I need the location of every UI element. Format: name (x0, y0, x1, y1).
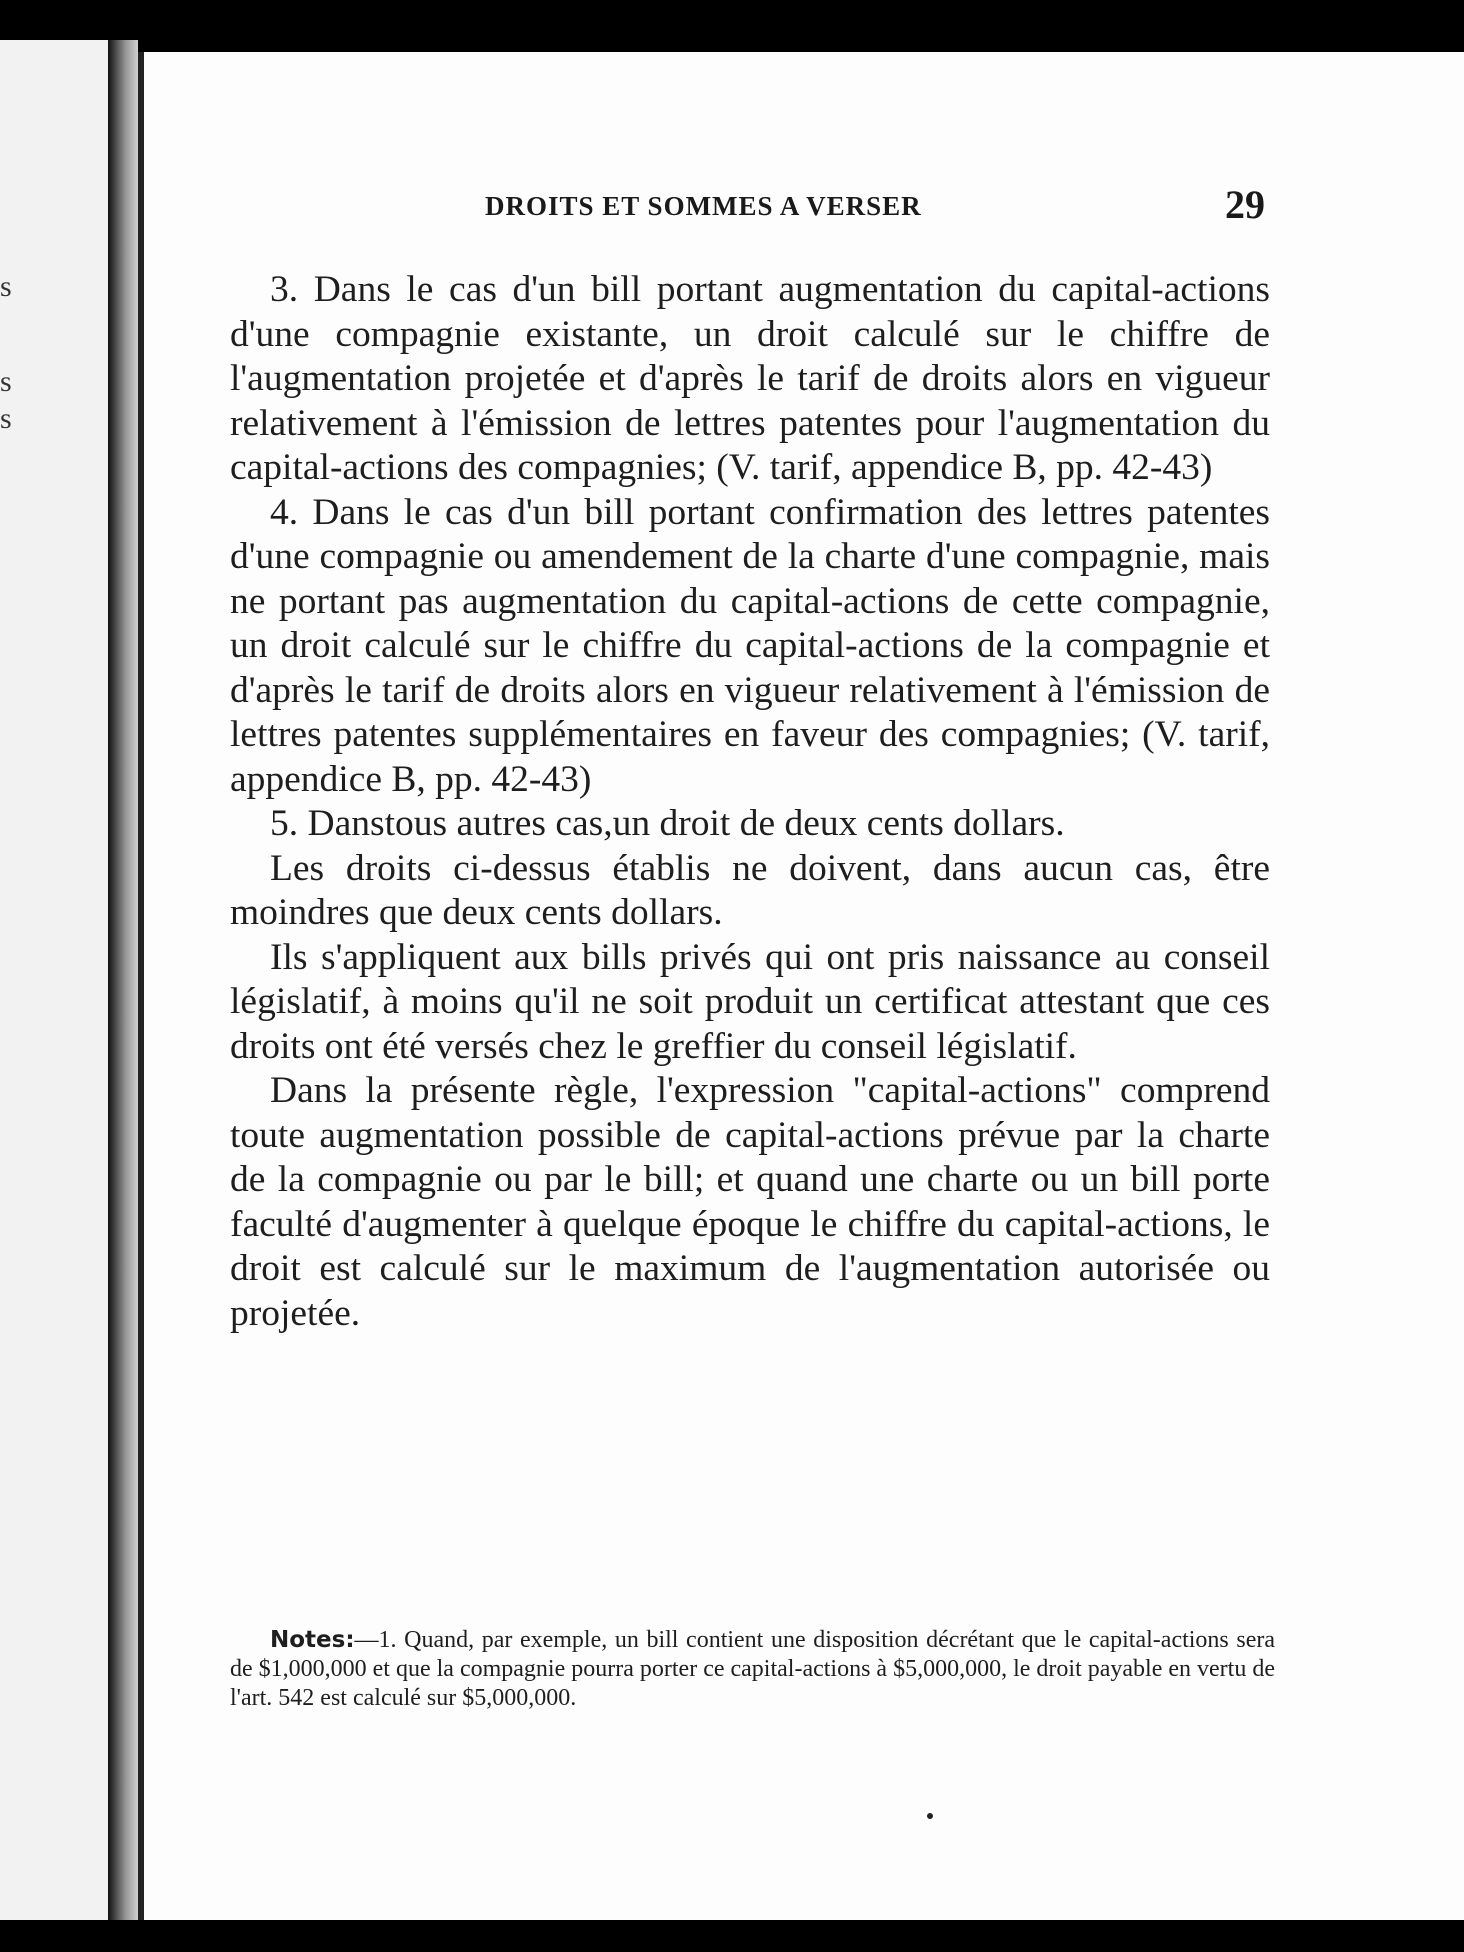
book-gutter (108, 40, 138, 1920)
running-title: DROITS ET SOMMES A VERSER (485, 191, 922, 221)
paragraph: Dans la présente règle, l'expression "capital-actions" comprend toute augmentation possible de capital-actions prévue par la charte de la compagnie ou par le bill; et quand une charte ou un bill porte faculté d'augmenter à quelque époque le chiffre du capital-actions, le droit est calculé sur le maximum de l'augmentation autorisée ou projetée. (230, 1070, 1270, 1334)
page-number: 29 (1225, 182, 1265, 227)
notes-label: Notes: (270, 1627, 355, 1653)
previous-page-mark: s (0, 365, 12, 398)
paragraph: 3. Dans le cas d'un bill portant augmentation du capital-actions d'une compagnie existante, un droit calculé sur le chiffre de l'augmentation projetée et d'après le tarif de droits alors en vigueur relativement à l'émission de lettres patentes pour l'augmentation du capital-actions des compagnies; (V. tarif, appendice B, pp. 42-43) (230, 269, 1270, 488)
note-paragraph (230, 1626, 1275, 1713)
body-text (230, 268, 1270, 1336)
previous-page-edge (0, 40, 108, 1920)
notes (230, 1626, 1275, 1713)
paragraph: Ils s'appliquent aux bills privés qui ont pris naissance au conseil législatif, à moins qu'il ne soit produit un certificat attestant que ces droits ont été versés chez le greffier du conseil législatif. (230, 936, 1270, 1067)
paragraph: 4. Dans le cas d'un bill portant confirmation des lettres patentes d'une compagnie ou amendement de la charte d'une compagnie, mais ne portant pas augmentation du capital-actions de cette compagnie, un droit calculé sur le chiffre du capital-actions de la compagnie et d'après le tarif de droits alors en vigueur relativement à l'émission de lettres patentes supplémentaires en faveur des compagnies; (V. tarif, appendice B, pp. 42-43) (230, 491, 1270, 800)
paragraph: 5. Danstous autres cas,un droit de deux cents dollars. (270, 803, 1065, 844)
previous-page-mark: s (0, 402, 12, 435)
paragraph: Les droits ci-dessus établis ne doivent, dans aucun cas, être moindres que deux cents dollars. (230, 847, 1270, 933)
running-head (345, 182, 1265, 235)
note-text: —1. Quand, par exemple, un bill contient une disposition décrétant que le capital-actions sera de $1,000,000 et que la compagnie pourra porter ce capital-actions à $5,000,000, le droit payable en vertu de l'art. 542 est calculé sur $5,000,000. (230, 1627, 1275, 1711)
previous-page-mark: s (0, 270, 12, 303)
scan-speck (927, 1813, 933, 1819)
